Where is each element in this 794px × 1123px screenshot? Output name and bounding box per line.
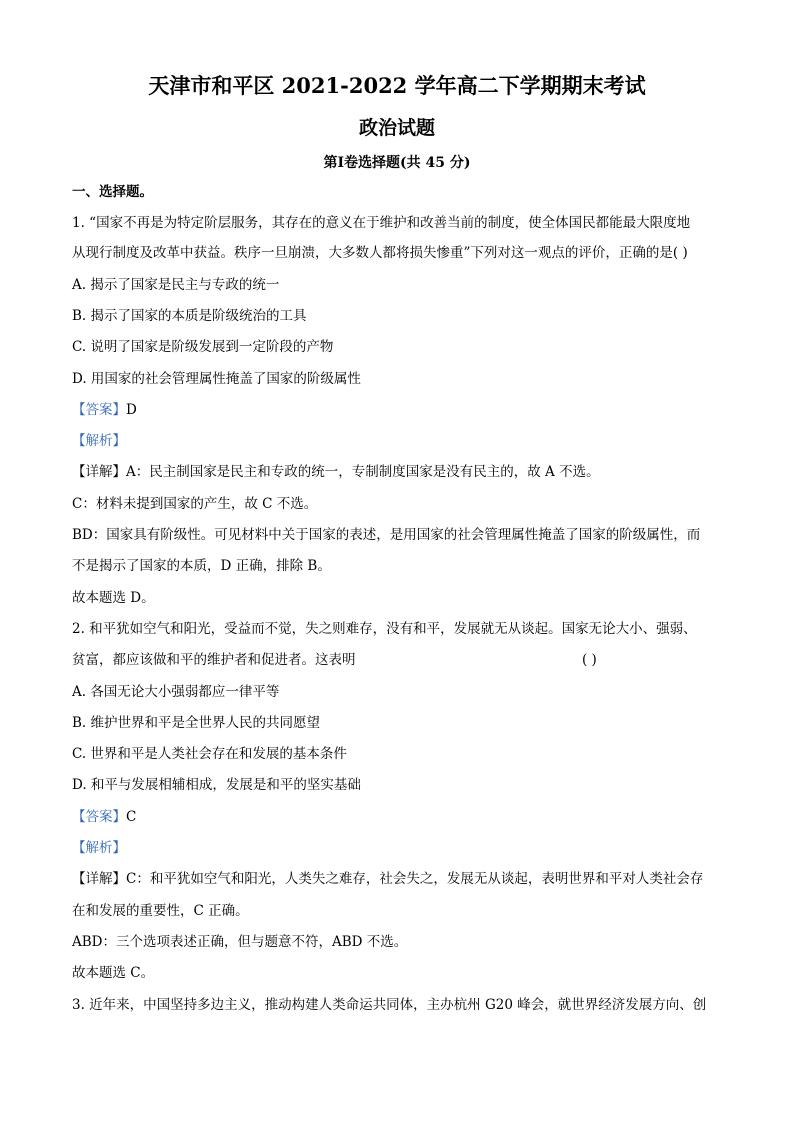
q1-option-d: D. 用国家的社会管理属性掩盖了国家的阶级属性 bbox=[72, 371, 361, 387]
q2-option-c: C. 世界和平是人类社会存在和发展的基本条件 bbox=[72, 746, 347, 762]
detail-text: A：民主制国家是民主和专政的统一，专制制度国家是没有民主的，故 A 不选。 bbox=[126, 464, 600, 480]
exam-title: 天津市和平区 2021-2022 学年高二下学期期末考试 bbox=[148, 73, 646, 98]
q2-analysis-tag: 【解析】 bbox=[72, 840, 126, 856]
detail-tag: 【详解】 bbox=[72, 871, 126, 887]
q1-stem-line1: 1. “国家不再是为特定阶层服务，其存在的意义在于维护和改善当前的制度，使全体国民都能最大限度地 bbox=[72, 215, 691, 231]
q1-conclusion: 故本题选 D。 bbox=[72, 590, 155, 606]
q2-detail-line3: ABD：三个选项表述正确，但与题意不符，ABD 不选。 bbox=[72, 934, 408, 950]
q2-option-a: A. 各国无论大小强弱都应一律平等 bbox=[72, 684, 280, 700]
q2-detail-line2: 在和发展的重要性，C 正确。 bbox=[72, 903, 249, 919]
q2-stem-line2: 贫富，都应该做和平的维护者和促进者。这表明 bbox=[72, 652, 356, 668]
answer-value: C bbox=[126, 809, 137, 825]
answer-tag: 【答案】 bbox=[72, 809, 126, 825]
q1-detail-line4: 不是揭示了国家的本质，D 正确，排除 B。 bbox=[72, 558, 331, 574]
answer-value: D bbox=[126, 402, 137, 418]
q2-conclusion: 故本题选 C。 bbox=[72, 965, 155, 981]
q1-option-b: B. 揭示了国家的本质是阶级统治的工具 bbox=[72, 308, 307, 324]
q2-stem-line1: 2. 和平犹如空气和阳光，受益而不觉，失之则难存，没有和平，发展就无从谈起。国家无论大小、强弱、 bbox=[72, 621, 697, 637]
q1-detail-line2: C：材料未提到国家的产生，故 C 不选。 bbox=[72, 496, 318, 512]
section-heading: 一、选择题。 bbox=[72, 184, 153, 200]
q2-answer bbox=[72, 808, 136, 826]
q1-stem-line2: 从现行制度及改革中获益。秩序一旦崩溃，大多数人都将损失惨重”下列对这一观点的评价，正确的是( ) bbox=[72, 245, 688, 261]
q2-option-d: D. 和平与发展相辅相成，发展是和平的坚实基础 bbox=[72, 777, 361, 793]
q2-answer-paren: ( ) bbox=[582, 652, 597, 668]
detail-tag: 【详解】 bbox=[72, 464, 126, 480]
answer-tag: 【答案】 bbox=[72, 402, 126, 418]
q1-detail-line1 bbox=[72, 463, 600, 481]
q2-detail-line1 bbox=[72, 870, 703, 888]
part-heading: 第Ⅰ卷选择题(共 45 分) bbox=[323, 155, 471, 171]
q1-option-c: C. 说明了国家是阶级发展到一定阶段的产物 bbox=[72, 339, 334, 355]
q1-answer bbox=[72, 401, 137, 419]
subject-title: 政治试题 bbox=[358, 117, 435, 139]
detail-text: C：和平犹如空气和阳光，人类失之难存，社会失之，发展无从谈起，表明世界和平对人类社会存 bbox=[126, 871, 704, 887]
q1-analysis-tag: 【解析】 bbox=[72, 433, 126, 449]
q2-option-b: B. 维护世界和平是全世界人民的共同愿望 bbox=[72, 715, 321, 731]
q1-detail-line3: BD：国家具有阶级性。可见材料中关于国家的表述，是用国家的社会管理属性掩盖了国家的阶级属性，而 bbox=[72, 527, 701, 543]
q3-stem-line1: 3. 近年来，中国坚持多边主义，推动构建人类命运共同体，主办杭州 G20 峰会，就世界经济发展方向、创 bbox=[72, 997, 707, 1013]
q1-option-a: A. 揭示了国家是民主与专政的统一 bbox=[72, 277, 280, 293]
